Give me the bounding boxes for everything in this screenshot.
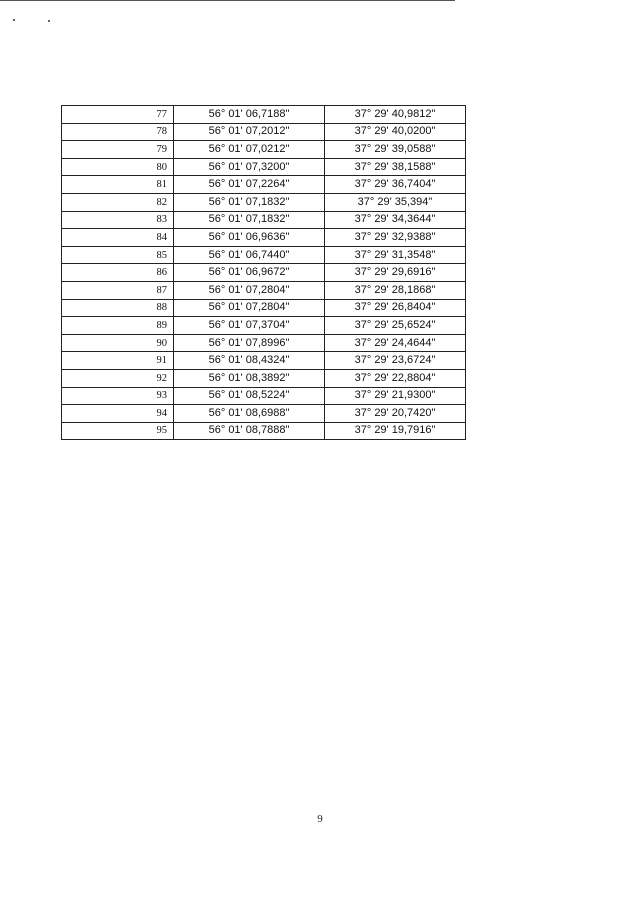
longitude-cell: 37° 29' 19,7916" [325, 422, 466, 440]
latitude-cell: 56° 01' 06,7440" [174, 246, 325, 264]
latitude-cell: 56° 01' 06,7188" [174, 106, 325, 124]
longitude-cell: 37° 29' 40,0200" [325, 123, 466, 141]
table-row [62, 317, 466, 335]
point-number-cell: 81 [62, 176, 174, 194]
point-number-cell: 84 [62, 229, 174, 247]
point-number-cell: 94 [62, 405, 174, 423]
latitude-cell: 56° 01' 07,1832" [174, 211, 325, 229]
latitude-cell: 56° 01' 06,9672" [174, 264, 325, 282]
point-number-cell: 92 [62, 369, 174, 387]
latitude-cell: 56° 01' 08,6988" [174, 405, 325, 423]
longitude-cell: 37° 29' 23,6724" [325, 352, 466, 370]
table-row [62, 246, 466, 264]
latitude-cell: 56° 01' 07,1832" [174, 193, 325, 211]
table-row [62, 352, 466, 370]
latitude-cell: 56° 01' 07,8996" [174, 334, 325, 352]
point-number-cell: 79 [62, 141, 174, 159]
scan-speck [48, 20, 50, 22]
longitude-cell: 37° 29' 32,9388" [325, 229, 466, 247]
table-row [62, 229, 466, 247]
longitude-cell: 37° 29' 34,3644" [325, 211, 466, 229]
longitude-cell: 37° 29' 22,8804" [325, 369, 466, 387]
longitude-cell: 37° 29' 25,6524" [325, 317, 466, 335]
longitude-cell: 37° 29' 26,8404" [325, 299, 466, 317]
latitude-cell: 56° 01' 06,9636" [174, 229, 325, 247]
latitude-cell: 56° 01' 07,3704" [174, 317, 325, 335]
table-row [62, 387, 466, 405]
scan-speck [13, 19, 15, 21]
table-row [62, 211, 466, 229]
longitude-cell: 37° 29' 20,7420" [325, 405, 466, 423]
point-number-cell: 87 [62, 281, 174, 299]
latitude-cell: 56° 01' 07,2804" [174, 281, 325, 299]
table-row [62, 281, 466, 299]
table-row [62, 176, 466, 194]
page-number: 9 [317, 813, 323, 825]
table-row [62, 141, 466, 159]
table-row [62, 106, 466, 124]
longitude-cell: 37° 29' 35,394" [325, 193, 466, 211]
coordinates-table-body [62, 106, 466, 440]
latitude-cell: 56° 01' 07,2012" [174, 123, 325, 141]
longitude-cell: 37° 29' 29,6916" [325, 264, 466, 282]
longitude-cell: 37° 29' 38,1588" [325, 158, 466, 176]
longitude-cell: 37° 29' 39,0588" [325, 141, 466, 159]
point-number-cell: 85 [62, 246, 174, 264]
point-number-cell: 86 [62, 264, 174, 282]
latitude-cell: 56° 01' 08,5224" [174, 387, 325, 405]
longitude-cell: 37° 29' 21,9300" [325, 387, 466, 405]
point-number-cell: 90 [62, 334, 174, 352]
table-row [62, 264, 466, 282]
point-number-cell: 82 [62, 193, 174, 211]
longitude-cell: 37° 29' 31,3548" [325, 246, 466, 264]
top-edge-rule [0, 0, 455, 1]
point-number-cell: 93 [62, 387, 174, 405]
table-row [62, 158, 466, 176]
point-number-cell: 78 [62, 123, 174, 141]
table-row [62, 369, 466, 387]
point-number-cell: 89 [62, 317, 174, 335]
point-number-cell: 83 [62, 211, 174, 229]
longitude-cell: 37° 29' 24,4644" [325, 334, 466, 352]
table-row [62, 299, 466, 317]
longitude-cell: 37° 29' 36,7404" [325, 176, 466, 194]
table-row [62, 422, 466, 440]
latitude-cell: 56° 01' 08,3892" [174, 369, 325, 387]
latitude-cell: 56° 01' 07,0212" [174, 141, 325, 159]
latitude-cell: 56° 01' 08,7888" [174, 422, 325, 440]
latitude-cell: 56° 01' 08,4324" [174, 352, 325, 370]
latitude-cell: 56° 01' 07,2264" [174, 176, 325, 194]
table-row [62, 405, 466, 423]
coordinates-table [61, 105, 466, 440]
longitude-cell: 37° 29' 28,1868" [325, 281, 466, 299]
table-row [62, 334, 466, 352]
point-number-cell: 88 [62, 299, 174, 317]
point-number-cell: 95 [62, 422, 174, 440]
point-number-cell: 91 [62, 352, 174, 370]
latitude-cell: 56° 01' 07,2804" [174, 299, 325, 317]
table-row [62, 123, 466, 141]
longitude-cell: 37° 29' 40,9812" [325, 106, 466, 124]
point-number-cell: 77 [62, 106, 174, 124]
point-number-cell: 80 [62, 158, 174, 176]
table-row [62, 193, 466, 211]
latitude-cell: 56° 01' 07,3200" [174, 158, 325, 176]
